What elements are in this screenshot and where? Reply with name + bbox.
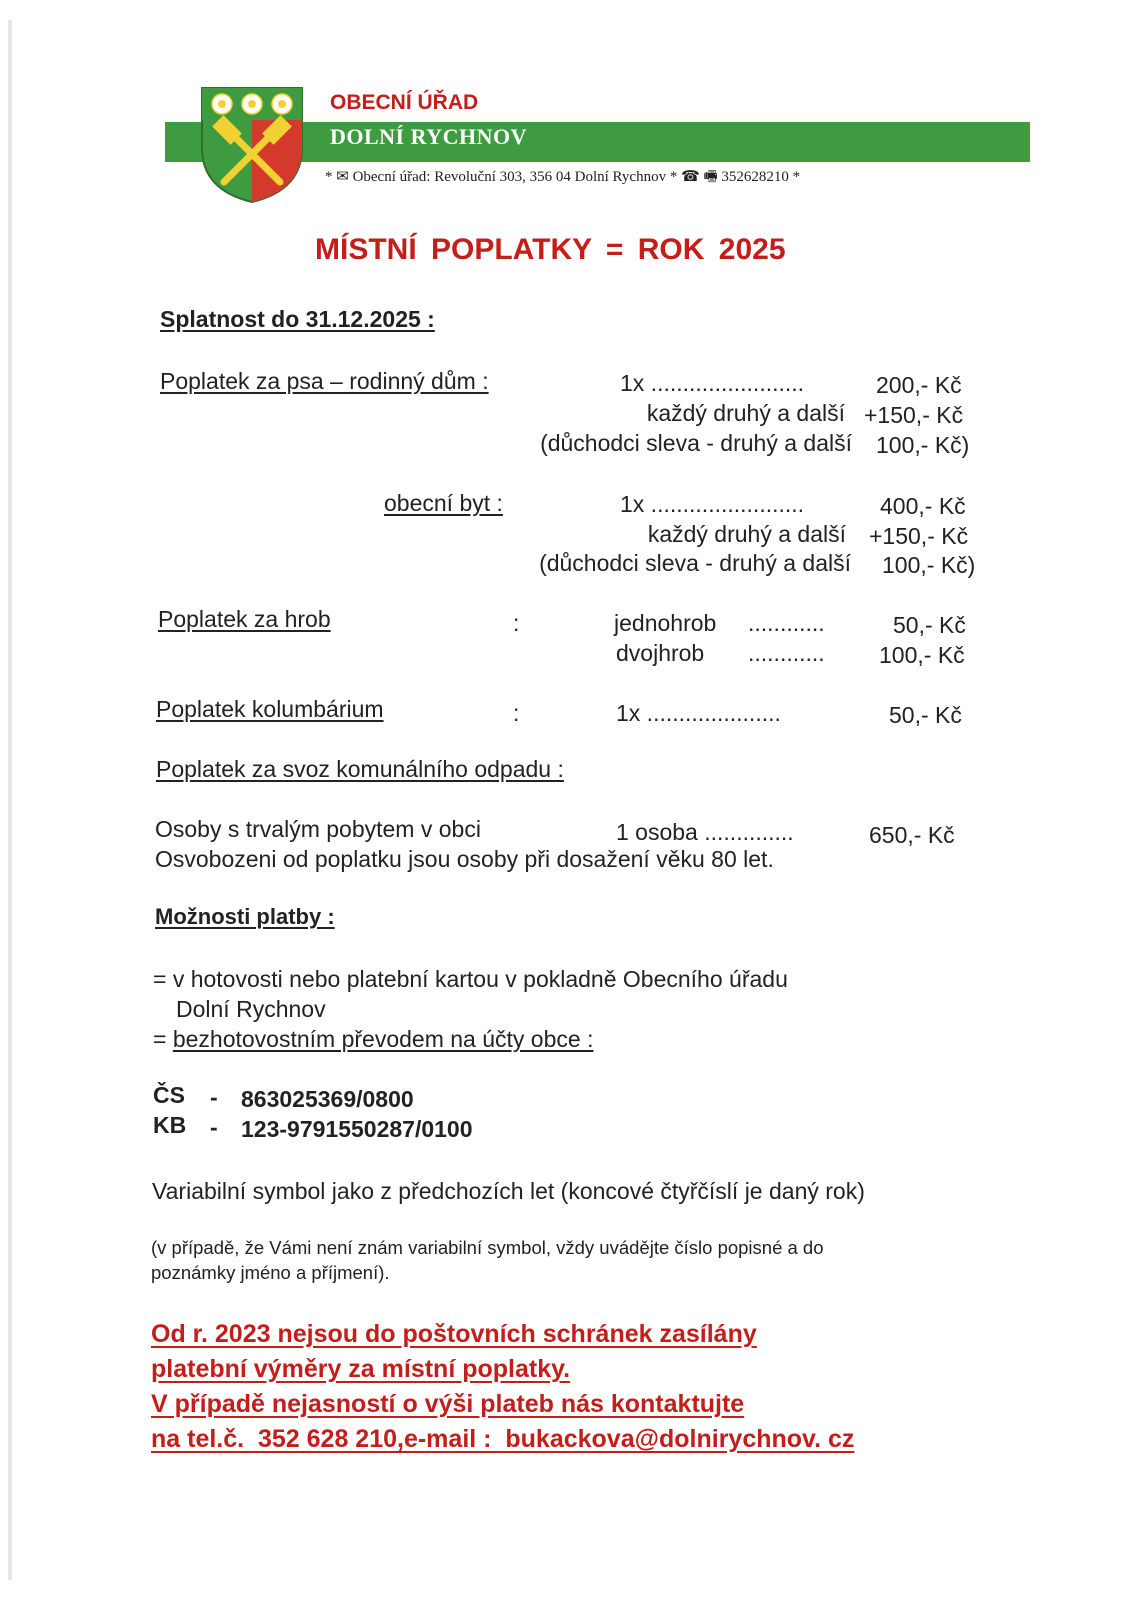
dog-flat-row-2-desc: každý druhý a další — [647, 521, 846, 547]
grave-fee-colon: : — [513, 610, 520, 636]
municipal-crest-icon — [200, 86, 304, 204]
dog-fee-label: Poplatek za psa – rodinný dům : — [160, 368, 489, 394]
dog-flat-row-1-amount: 400,- Kč — [880, 493, 966, 519]
grave-row-1-desc: jednohrob — [614, 610, 717, 636]
notice-line4: na tel.č. 352 628 210,e-mail : bukackova@dolnirychnov. cz — [151, 1425, 855, 1453]
grave-row-2-amount: 100,- Kč — [879, 642, 965, 668]
dog-house-row-1-amount: 200,- Kč — [876, 372, 962, 398]
waste-residents-label: Osoby s trvalým pobytem v obci — [155, 816, 481, 842]
grave-row-1-dots: ............ — [748, 610, 825, 636]
account-kb-number: 123-9791550287/0100 — [241, 1116, 473, 1142]
columbarium-fee-amount: 50,- Kč — [889, 702, 962, 728]
waste-per-person: 1 osoba .............. — [616, 819, 794, 845]
dog-house-row-3-desc: (důchodci sleva - druhý a další — [540, 430, 852, 456]
variable-symbol-note-line2: poznámky jméno a příjmení). — [151, 1262, 390, 1283]
grave-row-1-amount: 50,- Kč — [893, 612, 966, 638]
payment-transfer-text: bezhotovostním převodem na účty obce : — [172, 1026, 594, 1052]
notice-line3: V případě nejasností o výši plateb nás kontaktujte — [151, 1390, 745, 1418]
columbarium-fee-colon: : — [513, 700, 520, 726]
columbarium-fee-label: Poplatek kolumbárium — [156, 696, 384, 722]
account-cs-number: 863025369/0800 — [241, 1086, 414, 1112]
waste-fee-amount: 650,- Kč — [869, 822, 955, 848]
dog-house-row-3-amount: 100,- Kč) — [876, 432, 970, 458]
account-kb-bank: KB — [153, 1112, 187, 1138]
dog-flat-row-3-amount: 100,- Kč) — [882, 552, 976, 578]
payment-cash-line2: Dolní Rychnov — [176, 996, 326, 1022]
grave-row-2-dots: ............ — [748, 640, 825, 666]
account-cs-sep: - — [210, 1084, 218, 1110]
office-name-line1: OBECNÍ ÚŘAD — [330, 91, 479, 114]
payment-transfer — [153, 1026, 593, 1053]
grave-row-2-desc: dvojhrob — [616, 640, 705, 666]
office-address: * ✉ Obecní úřad: Revoluční 303, 356 04 Dolní Rychnov * ☎ 🖷 352628210 * — [325, 169, 801, 185]
notice-line1: Od r. 2023 nejsou do poštovních schránek zasílány — [151, 1320, 757, 1348]
dog-flat-row-1-desc: 1x ........................ — [620, 491, 805, 517]
dog-flat-row-2-amount: +150,- Kč — [869, 523, 969, 549]
variable-symbol-text: Variabilní symbol jako z předchozích let (koncové čtyřčíslí je daný rok) — [152, 1178, 865, 1204]
dog-house-row-1-desc: 1x ........................ — [620, 370, 805, 396]
account-cs-bank: ČS — [153, 1082, 185, 1108]
payment-transfer-prefix: = — [153, 1026, 173, 1052]
payment-heading: Možnosti platby : — [155, 904, 335, 929]
account-kb-sep: - — [210, 1114, 218, 1140]
dog-flat-label: obecní byt : — [384, 490, 503, 516]
dog-flat-row-3-desc: (důchodci sleva - druhý a další — [539, 550, 851, 576]
notice-line2: platební výměry za místní poplatky. — [151, 1355, 571, 1383]
columbarium-fee-desc: 1x ..................... — [616, 700, 781, 726]
scan-edge — [8, 20, 12, 1580]
variable-symbol-note-line1: (v případě, že Vámi není znám variabilní symbol, vždy uvádějte číslo popisné a do — [151, 1237, 824, 1258]
grave-fee-label: Poplatek za hrob — [158, 606, 331, 632]
office-name-line2: DOLNÍ RYCHNOV — [330, 124, 528, 149]
due-date: Splatnost do 31.12.2025 : — [160, 306, 435, 332]
dog-house-row-2-amount: +150,- Kč — [864, 402, 964, 428]
payment-cash-line1: = v hotovosti nebo platební kartou v pokladně Obecního úřadu — [153, 966, 788, 992]
waste-fee-label: Poplatek za svoz komunálního odpadu : — [156, 756, 564, 782]
waste-exemption: Osvobozeni od poplatku jsou osoby při dosažení věku 80 let. — [155, 846, 774, 872]
dog-house-row-2-desc: každý druhý a další — [646, 400, 845, 426]
page-title: MÍSTNÍ POPLATKY = ROK 2025 — [315, 233, 786, 266]
